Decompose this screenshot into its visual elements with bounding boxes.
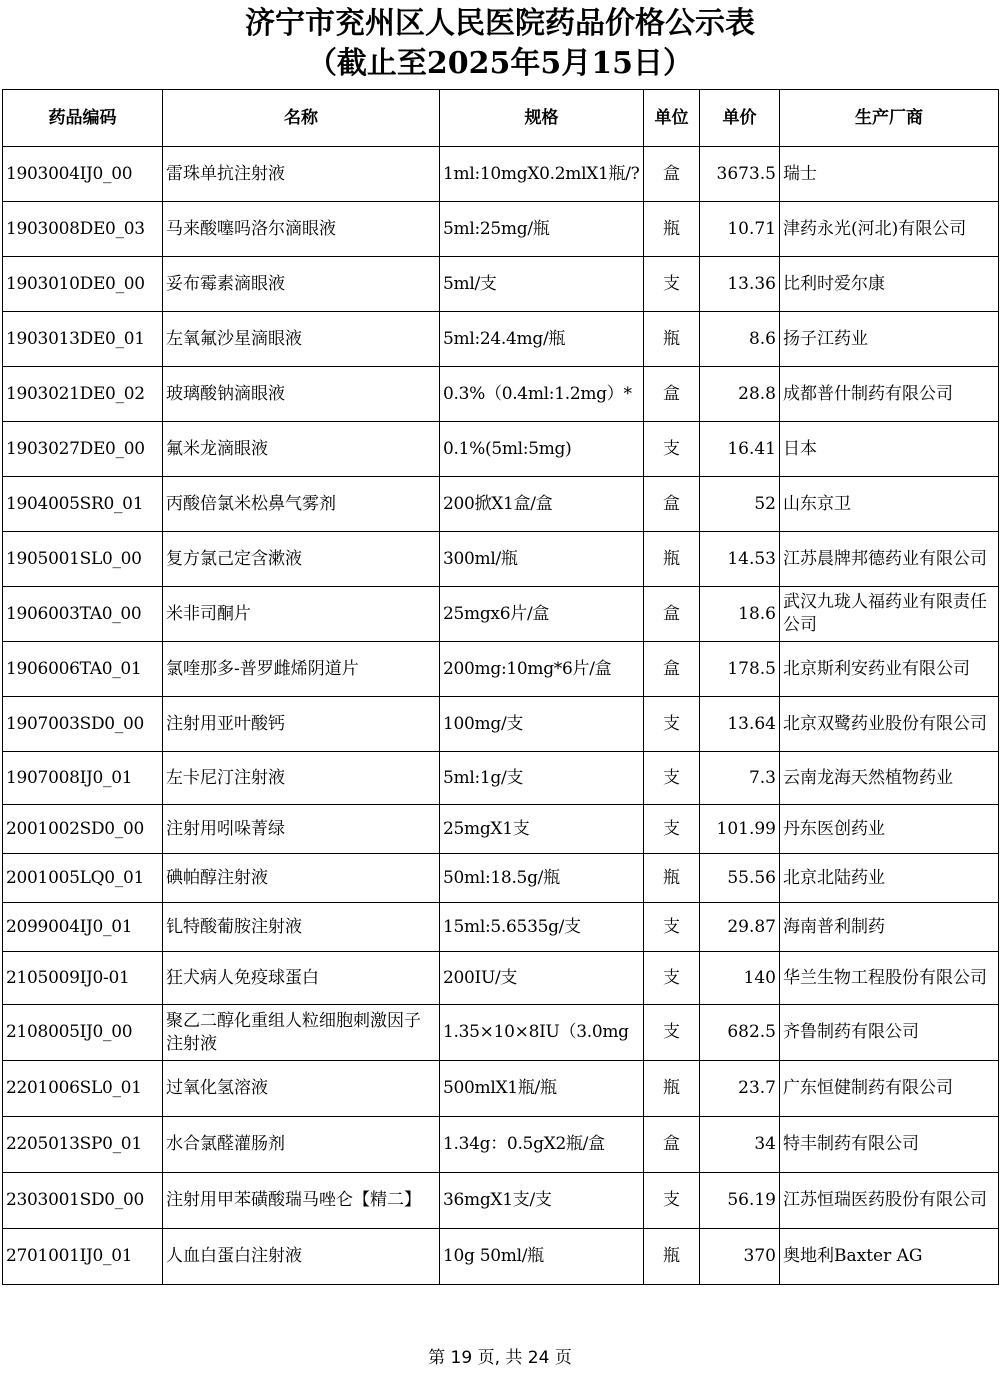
cell-code: 2099004IJ0_01 (3, 903, 163, 952)
cell-unit: 支 (644, 952, 700, 1005)
cell-price: 140 (700, 952, 780, 1005)
cell-unit: 瓶 (644, 202, 700, 257)
cell-maker: 武汉九珑人福药业有限责任公司 (780, 587, 999, 642)
cell-maker: 日本 (780, 422, 999, 477)
table-row (3, 202, 999, 257)
column-header-name: 名称 (163, 90, 440, 147)
cell-name: 氯喹那多-普罗雌烯阴道片 (163, 642, 440, 697)
cell-unit: 支 (644, 805, 700, 854)
cell-unit: 瓶 (644, 1061, 700, 1117)
cell-maker: 山东京卫 (780, 477, 999, 532)
column-header-spec: 规格 (440, 90, 644, 147)
cell-name: 米非司酮片 (163, 587, 440, 642)
cell-spec: 200掀X1盒/盒 (440, 477, 644, 532)
cell-code: 1905001SL0_00 (3, 532, 163, 587)
column-header-unit: 单位 (644, 90, 700, 147)
cell-price: 52 (700, 477, 780, 532)
cell-unit: 支 (644, 422, 700, 477)
cell-name: 妥布霉素滴眼液 (163, 257, 440, 312)
cell-code: 1903004IJ0_00 (3, 147, 163, 202)
cell-spec: 0.3%（0.4ml:1.2mg）* (440, 367, 644, 422)
cell-price: 13.64 (700, 697, 780, 752)
table-header-row (3, 90, 999, 147)
cell-price: 14.53 (700, 532, 780, 587)
page-number: 第 19 页, 共 24 页 (428, 1348, 572, 1368)
cell-unit: 盒 (644, 1117, 700, 1173)
cell-code: 1904005SR0_01 (3, 477, 163, 532)
cell-spec: 1.34g：0.5gX2瓶/盒 (440, 1117, 644, 1173)
cell-maker: 北京北陆药业 (780, 854, 999, 903)
table-row (3, 903, 999, 952)
cell-maker: 北京斯利安药业有限公司 (780, 642, 999, 697)
cell-maker: 奥地利Baxter AG (780, 1229, 999, 1285)
cell-code: 1903027DE0_00 (3, 422, 163, 477)
cell-code: 1903013DE0_01 (3, 312, 163, 367)
cell-price: 682.5 (700, 1005, 780, 1061)
cell-unit: 支 (644, 903, 700, 952)
cell-code: 1903010DE0_00 (3, 257, 163, 312)
cell-price: 13.36 (700, 257, 780, 312)
cell-code: 1903021DE0_02 (3, 367, 163, 422)
cell-price: 3673.5 (700, 147, 780, 202)
page-subtitle: （截止至2025年5月15日） (306, 46, 694, 81)
cell-price: 29.87 (700, 903, 780, 952)
cell-code: 2701001IJ0_01 (3, 1229, 163, 1285)
cell-spec: 15ml:5.6535g/支 (440, 903, 644, 952)
cell-name: 左氧氟沙星滴眼液 (163, 312, 440, 367)
cell-spec: 10g 50ml/瓶 (440, 1229, 644, 1285)
cell-unit: 瓶 (644, 1229, 700, 1285)
table-row (3, 257, 999, 312)
cell-spec: 5ml:24.4mg/瓶 (440, 312, 644, 367)
cell-unit: 盒 (644, 587, 700, 642)
cell-code: 2001005LQ0_01 (3, 854, 163, 903)
cell-unit: 支 (644, 1173, 700, 1229)
cell-price: 28.8 (700, 367, 780, 422)
table-row (3, 642, 999, 697)
cell-maker: 江苏晨牌邦德药业有限公司 (780, 532, 999, 587)
cell-unit: 瓶 (644, 312, 700, 367)
cell-spec: 500mlX1瓶/瓶 (440, 1061, 644, 1117)
cell-price: 18.6 (700, 587, 780, 642)
cell-name: 水合氯醛灌肠剂 (163, 1117, 440, 1173)
cell-unit: 支 (644, 697, 700, 752)
cell-code: 1906006TA0_01 (3, 642, 163, 697)
cell-code: 2205013SP0_01 (3, 1117, 163, 1173)
cell-name: 氟米龙滴眼液 (163, 422, 440, 477)
cell-name: 玻璃酸钠滴眼液 (163, 367, 440, 422)
table-row (3, 587, 999, 642)
cell-name: 雷珠单抗注射液 (163, 147, 440, 202)
table-row (3, 1005, 999, 1061)
table-row (3, 532, 999, 587)
cell-price: 101.99 (700, 805, 780, 854)
cell-name: 马来酸噻吗洛尔滴眼液 (163, 202, 440, 257)
cell-code: 2001002SD0_00 (3, 805, 163, 854)
cell-maker: 瑞士 (780, 147, 999, 202)
table-row (3, 367, 999, 422)
cell-maker: 海南普利制药 (780, 903, 999, 952)
cell-name: 注射用甲苯磺酸瑞马唑仑【精二】 (163, 1173, 440, 1229)
cell-name: 碘帕醇注射液 (163, 854, 440, 903)
cell-name: 钆特酸葡胺注射液 (163, 903, 440, 952)
column-header-maker: 生产厂商 (780, 90, 999, 147)
table-row (3, 1173, 999, 1229)
cell-maker: 成都普什制药有限公司 (780, 367, 999, 422)
cell-unit: 盒 (644, 367, 700, 422)
cell-name: 聚乙二醇化重组人粒细胞刺激因子注射液 (163, 1005, 440, 1061)
cell-spec: 200IU/支 (440, 952, 644, 1005)
cell-maker: 广东恒健制药有限公司 (780, 1061, 999, 1117)
cell-price: 10.71 (700, 202, 780, 257)
cell-spec: 5ml:1g/支 (440, 752, 644, 805)
table-row (3, 477, 999, 532)
cell-maker: 江苏恒瑞医药股份有限公司 (780, 1173, 999, 1229)
cell-price: 34 (700, 1117, 780, 1173)
cell-code: 2108005IJ0_00 (3, 1005, 163, 1061)
table-row (3, 805, 999, 854)
cell-name: 过氧化氢溶液 (163, 1061, 440, 1117)
cell-maker: 云南龙海天然植物药业 (780, 752, 999, 805)
table-row (3, 1229, 999, 1285)
cell-unit: 瓶 (644, 532, 700, 587)
cell-maker: 比利时爱尔康 (780, 257, 999, 312)
cell-spec: 25mgX1支 (440, 805, 644, 854)
cell-unit: 盒 (644, 147, 700, 202)
cell-maker: 北京双鹭药业股份有限公司 (780, 697, 999, 752)
cell-price: 7.3 (700, 752, 780, 805)
cell-spec: 5ml/支 (440, 257, 644, 312)
column-header-price: 单价 (700, 90, 780, 147)
cell-code: 1903008DE0_03 (3, 202, 163, 257)
cell-unit: 盒 (644, 642, 700, 697)
cell-name: 左卡尼汀注射液 (163, 752, 440, 805)
cell-code: 2303001SD0_00 (3, 1173, 163, 1229)
table-row (3, 752, 999, 805)
table-row (3, 697, 999, 752)
cell-name: 复方氯己定含漱液 (163, 532, 440, 587)
cell-maker: 齐鲁制药有限公司 (780, 1005, 999, 1061)
cell-spec: 200mg:10mg*6片/盒 (440, 642, 644, 697)
cell-spec: 0.1%(5ml:5mg) (440, 422, 644, 477)
cell-unit: 支 (644, 1005, 700, 1061)
cell-spec: 50ml:18.5g/瓶 (440, 854, 644, 903)
cell-code: 1907003SD0_00 (3, 697, 163, 752)
cell-spec: 1ml:10mgX0.2mlX1瓶/? (440, 147, 644, 202)
cell-name: 狂犬病人免疫球蛋白 (163, 952, 440, 1005)
cell-spec: 300ml/瓶 (440, 532, 644, 587)
table-row (3, 854, 999, 903)
cell-name: 人血白蛋白注射液 (163, 1229, 440, 1285)
cell-unit: 瓶 (644, 854, 700, 903)
cell-maker: 特丰制药有限公司 (780, 1117, 999, 1173)
cell-unit: 支 (644, 257, 700, 312)
cell-price: 370 (700, 1229, 780, 1285)
table-row (3, 312, 999, 367)
cell-price: 178.5 (700, 642, 780, 697)
cell-name: 丙酸倍氯米松鼻气雾剂 (163, 477, 440, 532)
cell-code: 2105009IJ0-01 (3, 952, 163, 1005)
cell-maker: 丹东医创药业 (780, 805, 999, 854)
cell-spec: 100mg/支 (440, 697, 644, 752)
table-row (3, 952, 999, 1005)
cell-name: 注射用亚叶酸钙 (163, 697, 440, 752)
column-header-code: 药品编码 (3, 90, 163, 147)
cell-spec: 25mgx6片/盒 (440, 587, 644, 642)
cell-price: 16.41 (700, 422, 780, 477)
cell-code: 1907008IJ0_01 (3, 752, 163, 805)
cell-spec: 36mgX1支/支 (440, 1173, 644, 1229)
cell-price: 23.7 (700, 1061, 780, 1117)
cell-maker: 津药永光(河北)有限公司 (780, 202, 999, 257)
table-row (3, 1117, 999, 1173)
drug-price-table (2, 89, 999, 1285)
cell-name: 注射用吲哚菁绿 (163, 805, 440, 854)
cell-code: 2201006SL0_01 (3, 1061, 163, 1117)
cell-price: 56.19 (700, 1173, 780, 1229)
cell-price: 55.56 (700, 854, 780, 903)
table-row (3, 422, 999, 477)
page-title: 济宁市兖州区人民医院药品价格公示表 (245, 6, 755, 41)
cell-maker: 华兰生物工程股份有限公司 (780, 952, 999, 1005)
cell-maker: 扬子江药业 (780, 312, 999, 367)
cell-unit: 盒 (644, 477, 700, 532)
cell-code: 1906003TA0_00 (3, 587, 163, 642)
table-row (3, 1061, 999, 1117)
cell-spec: 5ml:25mg/瓶 (440, 202, 644, 257)
cell-spec: 1.35×10×8IU（3.0mg (440, 1005, 644, 1061)
table-row (3, 147, 999, 202)
cell-unit: 支 (644, 752, 700, 805)
cell-price: 8.6 (700, 312, 780, 367)
